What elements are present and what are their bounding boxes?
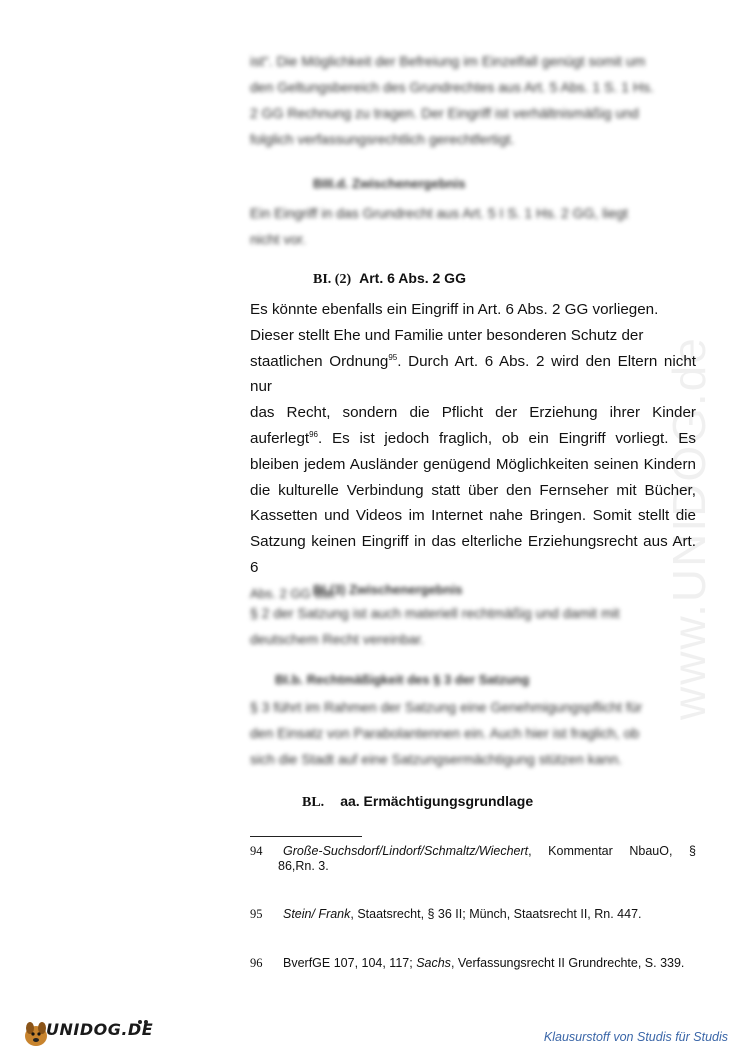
footnote-separator xyxy=(250,836,362,837)
text-segment: staatlichen Ordnung xyxy=(250,352,389,370)
footnote-pre: BverfGE 107, 104, 117; xyxy=(283,956,417,970)
footnote-text xyxy=(283,844,696,859)
text-segment: . Durch Art. 6 Abs. 2 wird den Eltern nicht nur xyxy=(250,352,696,396)
text-segment: auferlegt xyxy=(250,429,310,447)
text-line: folglich verfassungsrechtlich gerechtfertigt. xyxy=(250,131,515,147)
heading-rechtmaessigkeit: BI.b. Rechtmäßigkeit des § 3 der Satzung xyxy=(275,672,530,687)
footnote-authors: Stein/ Frank xyxy=(283,907,351,921)
heading-title: Art. 6 Abs. 2 GG xyxy=(359,270,466,286)
text-line xyxy=(250,426,696,452)
footer-slogan: Klausurstoff von Studis für Studis xyxy=(543,1030,728,1044)
logo-text[interactable]: UNIDOG.DE xyxy=(46,1020,154,1039)
text-line: sich die Stadt auf eine Satzungsermächtigung stützen kann. xyxy=(250,751,623,767)
main-paragraph xyxy=(250,297,696,607)
text-line: bleiben jedem Ausländer genügend Möglichkeiten seinen Kindern xyxy=(250,455,696,473)
footnote-text xyxy=(283,956,696,971)
text-segment: . Es ist jedoch fraglich, ob ein Eingriff vorliegt. Es xyxy=(318,429,696,447)
footnote-number: 96 xyxy=(250,956,263,970)
blurred-paragraph-top xyxy=(250,48,696,152)
footnote-ref-95[interactable]: 95 xyxy=(388,352,398,362)
text-line: 2 GG Rechnung zu tragen. Der Eingriff ist verhältnismäßig und xyxy=(250,105,639,121)
footnote-rest: , Staatsrecht, § 36 II; Münch, Staatsrecht II, Rn. 447. xyxy=(350,907,642,921)
text-line: das Recht, sondern die Pflicht der Erziehung ihrer Kinder xyxy=(250,404,696,422)
footnote-authors: Sachs xyxy=(416,956,451,970)
text-line-blurred: Abs. 2 GG dar. xyxy=(250,585,336,601)
footnote-ref-96[interactable]: 96 xyxy=(309,429,319,439)
footnote-authors: Große-Suchsdorf/Lindorf/Schmaltz/Wiechert xyxy=(283,844,529,858)
blurred-paragraph-zwischenergebnis-1 xyxy=(250,200,696,252)
text-line: nicht vor. xyxy=(250,231,307,247)
text-line: deutschem Recht vereinbar. xyxy=(250,631,425,647)
text-line: ist“. Die Möglichkeit der Befreiung im Einzelfall genügt somit um xyxy=(250,53,646,69)
footnote-96 xyxy=(250,956,696,971)
heading-number: BL. xyxy=(302,795,325,810)
text-line: § 3 führt im Rahmen der Satzung eine Genehmigungspflicht für xyxy=(250,699,643,715)
text-line: § 2 der Satzung ist auch materiell rechtmäßig und damit mit xyxy=(250,605,620,621)
heading-number: BI. (2) xyxy=(313,272,352,287)
text-line xyxy=(250,349,696,401)
heading-title: aa. Ermächtigungsgrundlage xyxy=(340,793,534,809)
watermark-text: www.UNIDOG.de xyxy=(663,336,715,720)
heading-zwischenergebnis-1: BIII.d. Zwischenergebnis xyxy=(313,176,466,191)
text-line: Kassetten und Videos im Internet nahe Bringen. Somit stellt die xyxy=(250,507,696,525)
text-line: Dieser stellt Ehe und Familie unter besonderen Schutz der xyxy=(250,326,644,344)
text-line: die kulturelle Verbindung statt über den Fernseher mit Bücher, xyxy=(250,481,696,499)
blurred-paragraph-rechtmaessigkeit xyxy=(250,694,696,772)
footnote-rest: , Kommentar NbauO, § xyxy=(528,844,696,858)
text-line: den Geltungsbereich des Grundrechtes aus Art. 5 Abs. 1 S. 1 Hs. xyxy=(250,79,654,95)
text-line: Es könnte ebenfalls ein Eingriff in Art. 6 Abs. 2 GG vorliegen. xyxy=(250,301,659,318)
footnote-94 xyxy=(250,844,696,874)
blurred-paragraph-zwischenergebnis-2 xyxy=(250,600,696,652)
footnote-continuation: 86,Rn. 3. xyxy=(278,859,329,873)
text-line: Satzung keinen Eingriff in das elterliche Erziehungsrecht aus Art. 6 xyxy=(250,533,696,576)
heading-ermaechtigungsgrundlage xyxy=(302,791,533,813)
footnote-number: 94 xyxy=(250,844,263,858)
footnote-95 xyxy=(250,907,696,922)
text-line: Ein Eingriff in das Grundrecht aus Art. 5 I S. 1 Hs. 2 GG, liegt xyxy=(250,205,628,221)
heading-zwischenergebnis-2: BI.(3) Zwischenergebnis xyxy=(313,582,463,597)
heading-art6 xyxy=(313,268,466,290)
footnote-number: 95 xyxy=(250,907,263,921)
text-line: den Einsatz von Parabolantennen ein. Auch hier ist fraglich, ob xyxy=(250,725,640,741)
footnote-text xyxy=(283,907,696,922)
footnote-rest: , Verfassungsrecht II Grundrechte, S. 339. xyxy=(450,956,685,970)
